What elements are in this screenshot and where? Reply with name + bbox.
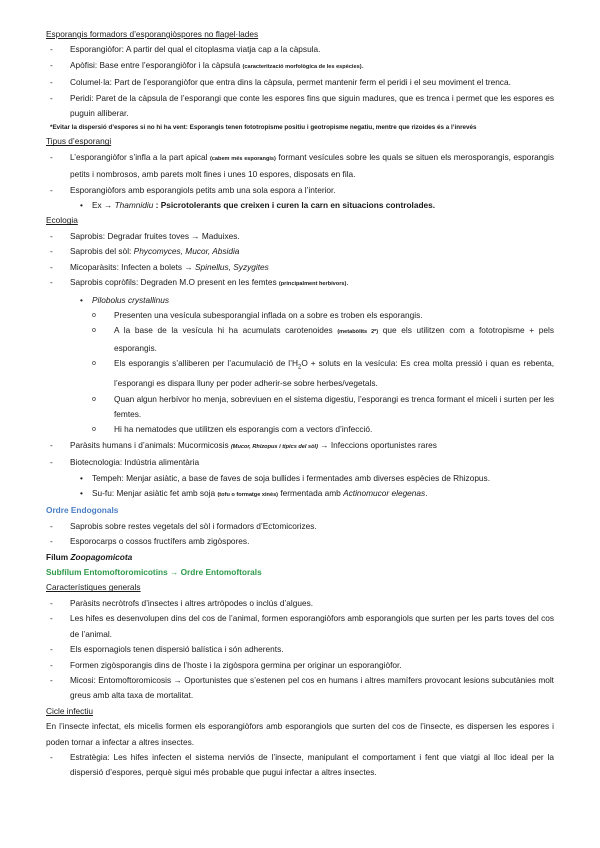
list-item: - L’esporangiòfor s’infla a la part apical (cabem més esporangis) formant vesícules sobre les quals se situen els merosporangis, esporangis petits i nombrosos, amb parets molt fines i unes 10 espores, disposats en fila.	[46, 150, 554, 183]
list-item: - Les hifes es desenvolupen dins del cos de l’animal, formen esporangiòfors amb esporangiols que surten per les parts toves del cos de l’animal.	[46, 611, 554, 642]
list-item: - Esporangiòfors amb esporangiols petits amb una sola espora a l’interior.	[46, 183, 554, 198]
list-item: - Esporangiòfor: A partir del qual el citoplasma viatja cap a la càpsula.	[46, 42, 554, 57]
list-item: o Els esporangis s’alliberen per l’acumulació de $l’H_2O$ + soluts en la vesícula: Es crea molta pressió i quan es rebenta, l’esporangi es dispara lluny per poder adherir-se sobre herbes/vegetals.	[46, 356, 554, 391]
section-heading-ecologia: Ecologia	[46, 215, 78, 226]
list-item: - Columel·la: Part de l’esporangiòfor que entra dins la càpsula, permet mantenir ferm el peridi i el seu moviment el trenca.	[46, 75, 554, 90]
list-item: - Micoparàsits: Infecten a bolets → Spinellus, Syzygites	[46, 260, 554, 275]
list-item: - Saprobis: Degradar fruites toves → Maduixes.	[46, 229, 554, 244]
list-item: - Paràsits humans i d’animals: Mucormicosis (Mucor, Rhizopus i tipics del sòl) → Infeccions oportunistes rares	[46, 438, 554, 455]
list-item: - Apòfisi: Base entre l’esporangiòfor i la càpsula (caracterització morfològica de les espècies).	[46, 58, 554, 75]
paragraph: En l’insecte infectat, els micelis formen els esporangiòfors amb esporangiols que surten del cos de l’insecte, es dispersen les espores i poden tornar a infectar a altres insectes.	[46, 721, 554, 747]
document-page	[46, 27, 554, 781]
list-item: - Esporocarps o cossos fructífers amb zigòspores.	[46, 534, 554, 549]
list-item: o Presenten una vesícula subesporangial inflada on a sobre es troben els esporangis.	[46, 308, 554, 323]
list-item: • Su-fu: Menjar asiàtic fet amb soja (tofu o formatge xinès) fermentada amb Actinomucor elegenas.	[46, 486, 554, 503]
list-item: - Micosi: Entomoftoromicosis → Oportunistes que s’estenen pel cos en humans i altres mamífers provocant lesions subcutànies molt greus amb alta taxa de mortalitat.	[46, 673, 554, 704]
phylum-heading: Fílum Zoopagomicota	[46, 551, 133, 562]
list-item: - Formen zigòsporangis dins de l’hoste i la zigòspora germina per originar un esporangiòfor.	[46, 658, 554, 673]
list-item: - Els espornagiols tenen dispersió balística i són adherents.	[46, 642, 554, 657]
section-heading-caracteristiques: Característiques generals	[46, 582, 141, 593]
list-item: • Ex → Thamnidiu : Psicrotolerants que creixen i curen la carn en situacions controlades.	[46, 198, 554, 213]
list-item: - Peridi: Paret de la càpsula de l’esporangi que conte les espores fins que siguin madures, que es trenca i permet que les espores es puguin alliberar.	[46, 91, 554, 122]
list-item: o Quan algun herbívor ho menja, sobreviuen en el sistema digestiu, l’esporangi es trenca formant el miceli i surten per les femtes.	[46, 392, 554, 423]
footnote: *Evitar la dispersió d’espores si no hi ha vent: Esporangis tenen fototropisme positiu i geotropisme negatiu, mentre que rizoides és a l’inrevés	[50, 124, 477, 132]
list-item: - Saprobis sobre restes vegetals del sòl i formadors d’Ectomicorizes.	[46, 519, 554, 534]
list-item: - Saprobis copròfils: Degraden M.O present en les femtes (principalment herbívors).	[46, 275, 554, 292]
section-heading-endogonals: Ordre Endogonals	[46, 505, 119, 516]
list-item: - Biotecnologia: Indústria alimentària	[46, 455, 554, 470]
list-item: • Pilobolus crystallinus	[46, 293, 554, 308]
list-item: - Paràsits necròtrofs d’insectes i altres artròpodes o inclús d’algues.	[46, 596, 554, 611]
list-item: - Estratègia: Les hifes infecten el sistema nerviós de l’insecte, manipulant el comportament i fent que viatgi al lloc ideal per la dispersió d’espores, perquè sigui més probable que pugui infectar a altres insectes.	[46, 750, 554, 781]
list-item: • Tempeh: Menjar asiàtic, a base de faves de soja bullides i fermentades amb diverses espècies de Rhizopus.	[46, 471, 554, 486]
list-item: - Saprobis del sòl: Phycomyces, Mucor, Absidia	[46, 244, 554, 259]
section-heading-esporangis: Esporangis formadors d’esporangiòspores no flagel·lades	[46, 29, 259, 39]
subphylum-heading: Subfílum Entomoftoromicotins → Ordre Entomoftorals	[46, 567, 262, 578]
section-heading-cicle: Cicle infectiu	[46, 705, 94, 716]
section-heading-tipus: Tipus d’esporangi	[46, 136, 112, 147]
list-item: o A la base de la vesícula hi ha acumulats carotenoides (metabòlits 2º) que els utilitzen com a fototropisme + pels esporangis.	[46, 323, 554, 356]
list-item: o Hi ha nematodes que utilitzen els esporangis com a vectors d’infecció.	[46, 422, 554, 437]
